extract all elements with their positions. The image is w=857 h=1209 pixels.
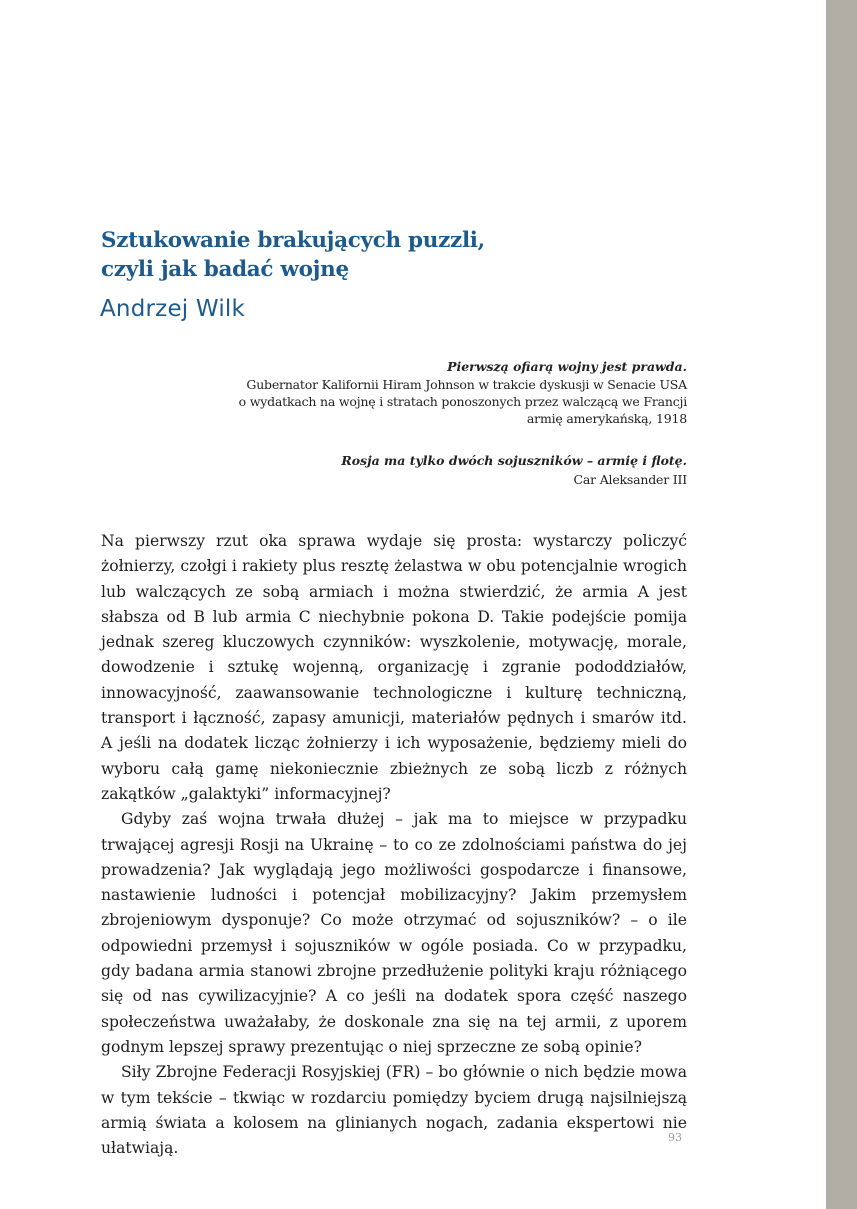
chapter-title-line: czyli jak badać wojnę bbox=[101, 257, 349, 282]
epigraph-quote: Rosja ma tylko dwóch sojuszników – armię i flotę. bbox=[341, 453, 687, 468]
body-paragraph: Gdyby zaś wojna trwała dłużej – jak ma to miejsce w przypadku trwającej agresji Rosji na Ukrainę – to co ze zdolnościami państwa do jej prowadzenia? Jak wyglądają jego możliwości gospodarcze i finansowe, nastawienie ludności i potencjał mobilizacyjny? Jakim przemysłem zbrojeniowym dysponuje? Co może otrzymać od sojuszników? – o ile odpowiedni przemysł i sojuszników w ogóle posiada. Co w przypadku, gdy badana armia stanowi zbrojne przedłużenie polityki kraju różniącego się od nas cywilizacyjnie? A co jeśli na dodatek spora część naszego społeczeństwa uważałaby, że doskonale zna się na tej armii, z uporem godnym lepszej sprawy prezentując o niej sprzeczne ze sobą opinie? bbox=[101, 810, 687, 1056]
chapter-title bbox=[101, 226, 721, 284]
epigraphs bbox=[217, 357, 687, 512]
epigraph-attribution-line: Gubernator Kalifornii Hiram Johnson w trakcie dyskusji w Senacie USA bbox=[246, 377, 687, 392]
epigraph-attribution-line: o wydatkach na wojnę i stratach ponoszonych przez walczącą we Francji bbox=[238, 394, 687, 409]
epigraph bbox=[217, 451, 687, 488]
body-text bbox=[101, 529, 687, 1161]
epigraph-attribution-line: Car Aleksander III bbox=[573, 472, 687, 487]
chapter-title-line: Sztukowanie brakujących puzzli, bbox=[101, 228, 485, 253]
epigraph-attribution-line: armię amerykańską, 1918 bbox=[526, 411, 687, 426]
epigraph-quote: Pierwszą ofiarą wojny jest prawda. bbox=[447, 359, 687, 374]
page-number: 93 bbox=[668, 1131, 682, 1144]
body-paragraph: Na pierwszy rzut oka sprawa wydaje się prosta: wystarczy policzyć żołnierzy, czołgi i rakiety plus resztę żelastwa w obu potencjalnie wrogich lub walczących ze sobą armiach i można stwierdzić, że armia A jest słabsza od B lub armia C niechybnie pokona D. Takie podejście pomija jednak szereg kluczowych czynników: wyszkolenie, motywację, morale, dowodzenie i sztukę wojenną, organizację i zgranie pododdziałów, innowacyjność, zaawansowanie technologiczne i kulturę techniczną, transport i łączność, zapasy amunicji, materiałów pędnych i smarów itd. A jeśli na dodatek licząc żołnierzy i ich wyposażenie, będziemy mieli do wyboru całą gamę niekoniecznie zbieżnych ze sobą liczb z różnych zakątków „galaktyki” informacyjnej? bbox=[101, 532, 687, 803]
chapter-author: Andrzej Wilk bbox=[100, 296, 246, 322]
side-edge-band bbox=[826, 0, 857, 1209]
body-paragraph: Siły Zbrojne Federacji Rosyjskiej (FR) – bo głównie o nich będzie mowa w tym tekście – tkwiąc w rozdarciu pomiędzy byciem drugą najsilniejszą armią świata a kolosem na glinianych nogach, zadania ekspertowi nie ułatwiają. bbox=[101, 1063, 687, 1158]
epigraph bbox=[217, 357, 687, 427]
